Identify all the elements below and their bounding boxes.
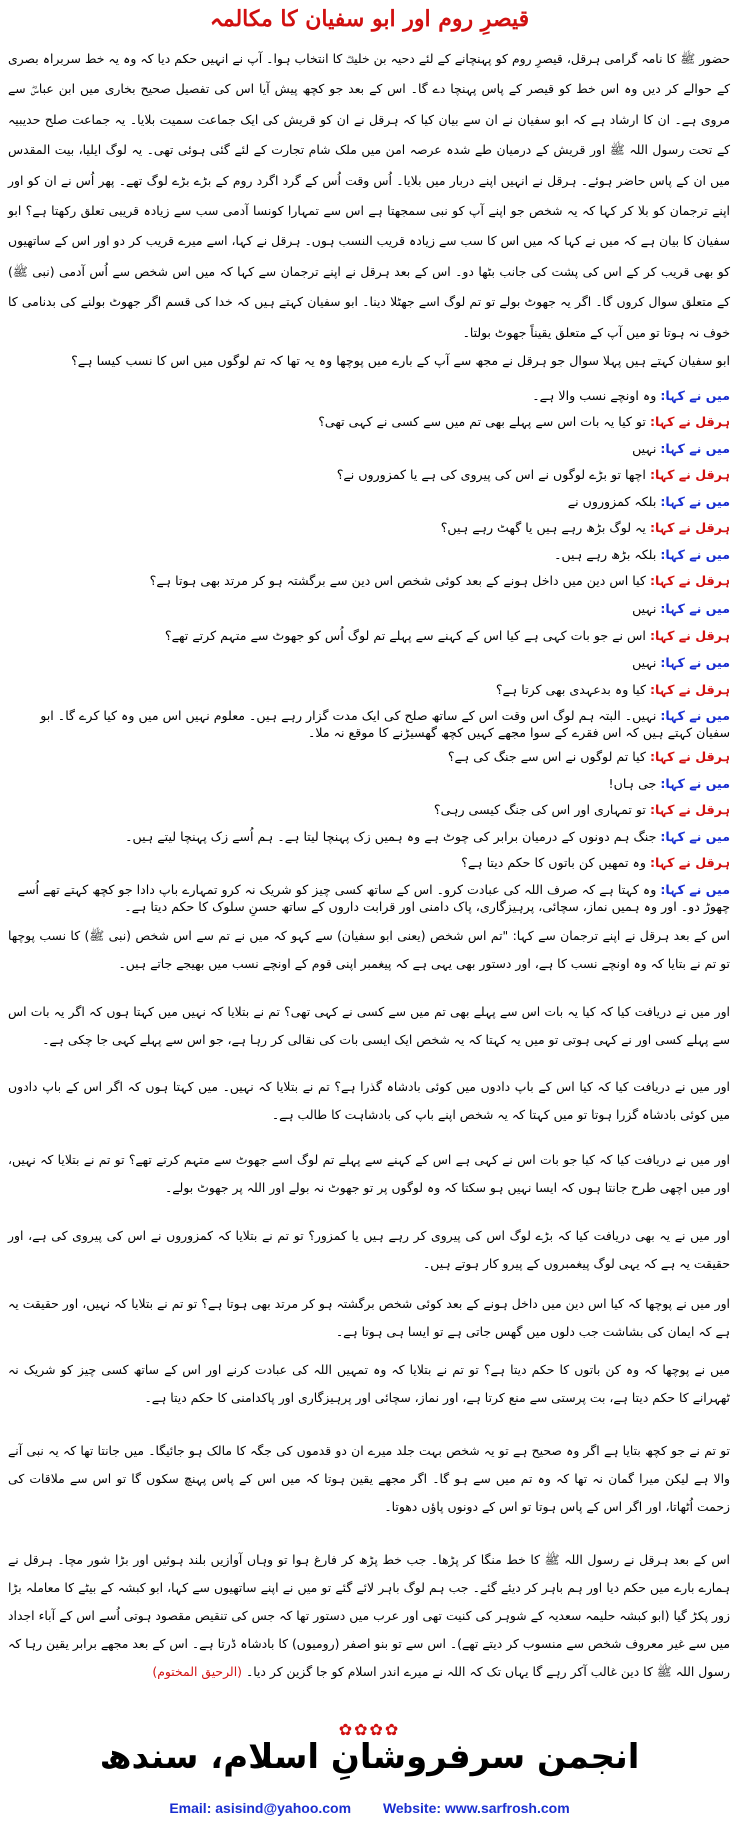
narration-paragraph (8, 1290, 730, 1346)
dialogue-row (8, 748, 730, 765)
dialogue-text: بلکہ کمزوروں نے (567, 494, 657, 509)
website-link[interactable]: Website: www.sarfrosh.com (382, 1800, 570, 1816)
dialogue-speaker: ہرقل نے کہا: (649, 520, 730, 535)
dialogue-speaker: ہرقل نے کہا: (649, 628, 730, 643)
narration-text: اور میں نے دریافت کیا کہ کیا جو بات اس نے کہی ہے اس کے کہنے سے پہلے تم لوگ اسے جھوٹ سے متہم کرتے تھے؟ تو تم نے بتلایا کہ نہیں، اور میں اچھی طرح جانتا ہوں کہ ایسا نہیں ہو سکتا کہ وہ لوگوں پر تو جھوٹ نہ بولے اور اللہ پر جھوٹ بولے۔ (8, 1152, 730, 1195)
intro-text: حضور ﷺ کا نامہ گرامی ہرقل، قیصرِ روم کو پہنچانے کے لئے دحیہ بن خلیفؓ کا انتخاب ہوا۔ آپ نے انہیں حکم دیا کہ وہ یہ خط سربراہ بصری کے حوالے کر دیں وہ اس خط کو قیصر کے پاس پہنچا دے گا۔ اس کے بعد جو کچھ پیش آیا اس کی تفصیل صحیح بخاری میں ابن عباسؓ سے مروی ہے۔ ان کا ارشاد ہے کہ ابو سفیان نے ان سے بیان کیا کہ ہرقل نے ان کو قریش کی ایک جماعت سمیت بلایا۔ یہ جماعت صلح حدیبیہ کے تحت رسول اللہ ﷺ اور قریش کے درمیان طے شدہ عرصہ امن میں ملک شام تجارت کے لئے گئی ہوئی تھی۔ یہ لوگ ایلیا، بیت المقدس میں ان کے پاس حاضر ہوئے۔ ہرقل نے انہیں اپنے دربار میں بلایا۔ اُس وقت اُس کے گرد اگرد روم کے بڑے بڑے لوگ تھے۔ پھر اُس نے ان کو اور اپنے ترجمان کو بلا کر کہا کہ یہ شخص جو اپنے آپ کو نبی سمجھتا ہے اس سے تمہارا کونسا آدمی سب سے زیادہ قریبی تعلق رکھتا ہے؟ ابو سفیان کا بیان ہے کہ میں نے کہا کہ میں اس کا سب سے زیادہ قریب النسب ہوں۔ ہرقل نے کہا، اسے میرے قریب کر دو اور اس کے ساتھیوں کو بھی قریب کر کے اس کی پشت کی جانب بٹھا دو۔ اس کے بعد ہرقل نے اپنے ترجمان سے کہا کہ میں اس شخص سے اُس آدمی (نبی ﷺ) کے متعلق سوال کروں گا۔ اگر یہ جھوٹ بولے تو تم لوگ اسے جھٹلا دینا۔ ابو سفیان کہتے ہیں کہ خدا کی قسم اگر جھوٹ بولنے کی بدنامی کا خوف نہ ہوتا تو میں آپ کے متعلق یقیناً جھوٹ بولتا۔ (8, 51, 730, 340)
narration-text: تو تم نے جو کچھ بتایا ہے اگر وہ صحیح ہے تو یہ شخص بہت جلد میرے ان دو قدموں کی جگہ کا مالک ہو جائیگا۔ میں جانتا تھا کہ یہ نبی آنے والا ہے لیکن میرا گمان نہ تھا کہ وہ تم میں سے ہو گا۔ اگر مجھے یقین ہوتا کہ میں اس کے پاس پہنچ سکوں گا تو اس سے ملاقات کی زحمت اُٹھاتا، اور اگر اس کے پاس ہوتا تو اس کے دونوں پاؤں دھوتا۔ (8, 1443, 730, 1514)
page-title: قیصرِ روم اور ابو سفیان کا مکالمہ (209, 6, 530, 32)
narration-paragraph (8, 1073, 730, 1129)
dialogue-text: نہیں۔ البتہ ہم لوگ اس وقت اس کے ساتھ صلح کی ایک مدت گزار رہے ہیں۔ معلوم نہیں اس میں وہ کیا کرے گا۔ ابو سفیان کہتے ہیں کہ اس فقرے کے سوا مجھے کہیں کچھ گھسیڑنے کا موقع نہ ملا۔ (40, 708, 730, 740)
dialogue-text: وہ اونچے نسب والا ہے۔ (532, 388, 657, 403)
dialogue-row (8, 493, 730, 510)
organization-name: انجمن سرفروشانِ اسلام، سندھ (99, 1737, 640, 1777)
dialogue-text: اچھا تو بڑے لوگوں نے اس کی پیروی کی ہے یا کمزوروں نے؟ (336, 467, 646, 482)
dialogue-row (8, 546, 730, 563)
dialogue-text: کیا وہ بدعہدی بھی کرتا ہے؟ (495, 682, 646, 697)
narration-text: میں نے پوچھا کہ وہ کن باتوں کا حکم دیتا ہے؟ تو تم نے بتلایا کہ وہ تمہیں اللہ کی عبادت کرنے اور اس کے ساتھ کسی چیز کو شریک نہ ٹھہرانے کا حکم دیتا ہے، بت پرستی سے منع کرتا ہے، اور نماز، سچائی اور پرہیزگاری اور پاکدامنی کا حکم دیتا ہے۔ (8, 1362, 730, 1405)
dialogue-text: جی ہاں! (608, 776, 657, 791)
dialogue-row (8, 519, 730, 536)
narration-paragraph (8, 1146, 730, 1202)
narration-text: اس کے بعد ہرقل نے اپنے ترجمان سے کہا: "تم اس شخص (یعنی ابو سفیان) سے کہو کہ میں نے تم سے اس شخص (نبی ﷺ) کا نسب پوچھا تو تم نے بتایا کہ وہ اونچے نسب کا ہے، اور دستور بھی یہی ہے کہ پیغمبر اپنی قوم کے اونچے نسب میں بھیجے جاتے ہیں۔ (8, 928, 730, 971)
dialogue-row (8, 775, 730, 792)
dialogue-row (8, 881, 730, 915)
dialogue-row (8, 707, 730, 741)
dialogue-speaker: ہرقل نے کہا: (649, 573, 730, 588)
narration-paragraph (8, 1356, 730, 1412)
dialogue-row (8, 572, 730, 589)
dialogue-speaker: ہرقل نے کہا: (649, 414, 730, 429)
email-link[interactable]: Email: asisind@yahoo.com (169, 1800, 352, 1816)
dialogue-speaker: ہرقل نے کہا: (649, 855, 730, 870)
dialogue-text: نہیں (632, 655, 657, 670)
dialogue-speaker: میں نے کہا: (660, 441, 730, 456)
dialogue-speaker: ہرقل نے کہا: (649, 802, 730, 817)
narration-paragraph (8, 1222, 730, 1278)
dialogue-text: وہ کہتا ہے کہ صرف اللہ کی عبادت کرو۔ اس کے ساتھ کسی چیز کو شریک نہ کرو تمہارے باپ دادا جو کچھ کہتے تھے اُسے چھوڑ دو۔ اور وہ ہمیں نماز، سچائی، پرہیزگاری، پاک دامنی اور قرابت داروں کے ساتھ حسنِ سلوک کا حکم دیتا ہے۔ (17, 882, 730, 914)
dialogue-text: جنگ ہم دونوں کے درمیان برابر کی چوٹ ہے وہ ہمیں زک پہنچا لیتا ہے۔ ہم اُسے زک پہنچا لیتے ہیں۔ (125, 829, 657, 844)
narration-paragraph (8, 922, 730, 978)
dialogue-speaker: میں نے کہا: (660, 829, 730, 844)
dialogue-speaker: ہرقل نے کہا: (649, 749, 730, 764)
dialogue-row (8, 600, 730, 617)
narration-text: اور میں نے یہ بھی دریافت کیا کہ بڑے لوگ اس کی پیروی کر رہے ہیں یا کمزور؟ تو تم نے بتلایا کہ کمزوروں نے اس کی پیروی کی ہے، اور حقیقت یہ ہے کہ یہی لوگ پیغمبروں کے پیرو کار ہوتے ہیں۔ (8, 1228, 730, 1271)
dialogue-speaker: میں نے کہا: (660, 601, 730, 616)
dialogue-speaker: ہرقل نے کہا: (649, 682, 730, 697)
dialogue-speaker: میں نے کہا: (660, 494, 730, 509)
dialogue-row (8, 466, 730, 483)
narration-paragraph (8, 1546, 730, 1686)
decorative-stars: ✿✿✿✿ (338, 1720, 401, 1739)
dialogue-row (8, 828, 730, 845)
dialogue-speaker: میں نے کہا: (660, 776, 730, 791)
narration-text: اس کے بعد ہرقل نے رسول اللہ ﷺ کا خط منگا کر پڑھا۔ جب خط پڑھ کر فارغ ہوا تو وہاں آوازیں بلند ہوئیں اور بڑا شور مچا۔ ہرقل نے ہمارے بارے میں حکم دیا اور ہم باہر کر دیئے گئے۔ جب ہم لوگ باہر لائے گئے تو میں نے اپنے ساتھیوں سے کہا، ابو کبشہ کے بیٹے کا معاملہ بڑا زور پکڑ گیا (ابو کبشہ حلیمہ سعدیہ کے شوہر کی کنیت تھی اور عرب میں دستور تھا کہ جس کی تنقیص مقصود ہوتی اُسے اس کے آباء اجداد میں سے غیر معروف شخص سے منسوب کر دیتے تھے)۔ اس سے تو بنو اصفر (رومیوں) کا بادشاہ ڈرتا ہے۔ اس کے بعد مجھے برابر یقین رہا کہ رسول اللہ ﷺ کا دین غالب آکر رہے گا یہاں تک کہ اللہ نے میرے اندر اسلام کو جا گزین کر دیا۔ (8, 1552, 730, 1679)
contact-info (0, 1800, 739, 1816)
dialogue-speaker: میں نے کہا: (660, 882, 730, 897)
intro-paragraph (8, 44, 730, 348)
dialogue-lead-in: ابو سفیان کہتے ہیں پہلا سوال جو ہرقل نے مجھ سے آپ کے بارے میں پوچھا وہ یہ تھا کہ تم لوگوں میں اس کا نسب کیسا ہے؟ (71, 353, 730, 368)
dialogue-speaker: میں نے کہا: (660, 655, 730, 670)
narration-paragraph (8, 998, 730, 1054)
dialogue-row (8, 854, 730, 871)
narration-text: اور میں نے دریافت کیا کہ کیا یہ بات اس سے پہلے بھی تم میں سے کسی نے کہی تھی؟ تم نے بتلایا کہ نہیں میں کہتا ہوں کہ اگر یہ بات اس سے پہلے کسی اور نے کہی ہوتی تو میں یہ کہتا کہ یہ شخص ایک ایسی بات کی نقالی کر رہا ہے، جو اس سے پہلے کہی جا چکی ہے۔ (8, 1004, 730, 1047)
dialogue-speaker: ہرقل نے کہا: (649, 467, 730, 482)
dialogue-text: بلکہ بڑھ رہے ہیں۔ (554, 547, 657, 562)
dialogue-text: نہیں (632, 601, 657, 616)
dialogue-text: وہ تمھیں کن باتوں کا حکم دیتا ہے؟ (461, 855, 646, 870)
narration-text: اور میں نے دریافت کیا کہ کیا اس کے باپ دادوں میں کوئی بادشاہ گذرا ہے؟ تم نے بتلایا کہ نہیں۔ میں کہتا ہوں کہ اگر اس کے باپ دادوں میں کوئی بادشاہ گزرا ہوتا تو میں کہتا کہ یہ شخص اپنے باپ کی بادشاہت کا طالب ہے۔ (8, 1079, 730, 1122)
narration-paragraph (8, 1437, 730, 1521)
dialogue-text: کیا تم لوگوں نے اس سے جنگ کی ہے؟ (447, 749, 646, 764)
dialogue-text: اس نے جو بات کہی ہے کیا اس کے کہنے سے پہلے تم لوگ اُس کو جھوٹ سے متہم کرتے تھے؟ (164, 628, 646, 643)
dialogue-row (8, 801, 730, 818)
dialogue-text: تو کیا یہ بات اس سے پہلے بھی تم میں سے کسی نے کہی تھی؟ (318, 414, 646, 429)
dialogue-row (8, 440, 730, 457)
source-reference: (الرحیق المختوم) (152, 1664, 242, 1679)
dialogue-text: نہیں (632, 441, 657, 456)
dialogue-speaker: میں نے کہا: (660, 547, 730, 562)
dialogue-row (8, 681, 730, 698)
dialogue-speaker: میں نے کہا: (660, 708, 730, 723)
dialogue-row (8, 413, 730, 430)
dialogue-text: تو تمہاری اور اس کی جنگ کیسی رہی؟ (433, 802, 646, 817)
dialogue-row (8, 654, 730, 671)
dialogue-speaker: میں نے کہا: (660, 388, 730, 403)
dialogue-row (8, 387, 730, 404)
dialogue-text: یہ لوگ بڑھ رہے ہیں یا گھٹ رہے ہیں؟ (440, 520, 646, 535)
narration-text: اور میں نے پوچھا کہ کیا اس دین میں داخل ہونے کے بعد کوئی شخص برگشتہ ہو کر مرتد بھی ہوتا ہے؟ تو تم نے بتلایا کہ نہیں، اور حقیقت یہ ہے کہ ایمان کی بشاشت جب دلوں میں گھس جاتی ہے تو ایسا ہی ہوتا ہے۔ (8, 1296, 730, 1339)
dialogue-text: کیا اس دین میں داخل ہونے کے بعد کوئی شخص اس دین سے برگشتہ ہو کر مرتد بھی ہوتا ہے؟ (149, 573, 646, 588)
dialogue-row (8, 627, 730, 644)
